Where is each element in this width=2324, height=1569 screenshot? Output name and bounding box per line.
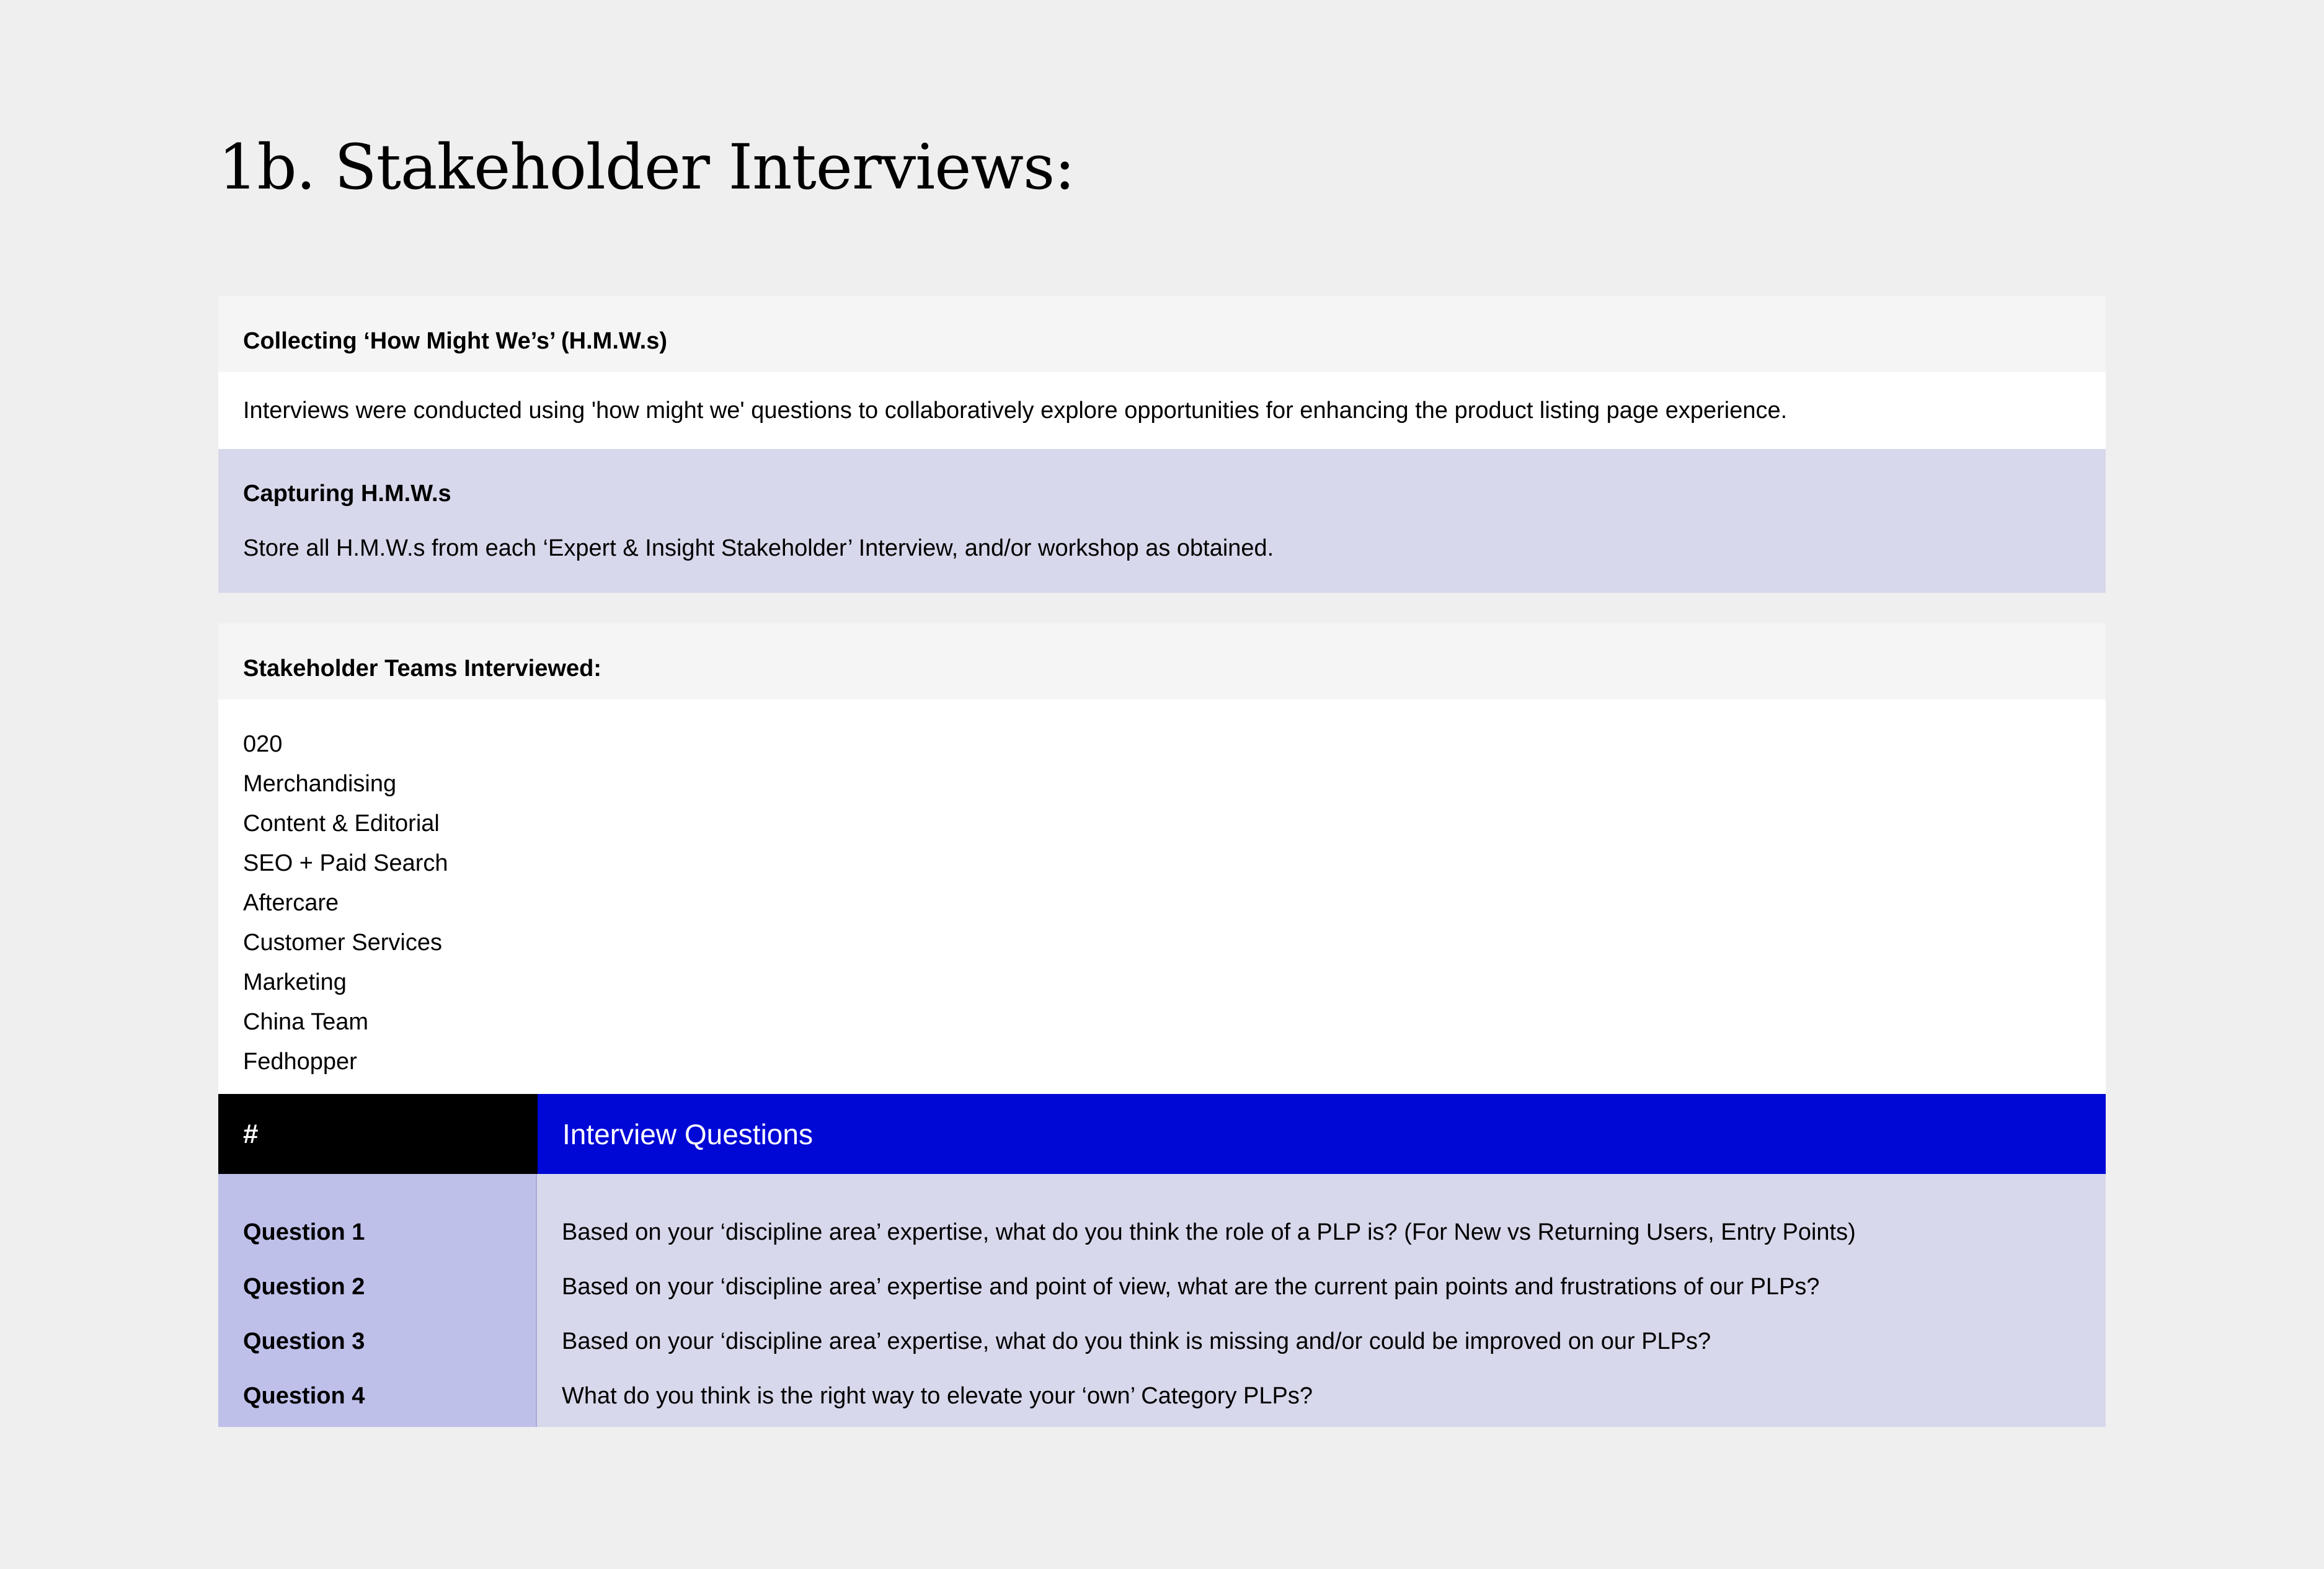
hmw-panel bbox=[218, 296, 2106, 593]
questions-table-body bbox=[218, 1174, 2106, 1427]
interview-questions-table bbox=[218, 1094, 2106, 1427]
team-item: SEO + Paid Search bbox=[243, 850, 448, 876]
team-item: 020 bbox=[243, 731, 283, 757]
question-text: Based on your ‘discipline area’ expertise, what do you think is missing and/or could be improved on our PLPs? bbox=[562, 1328, 1711, 1354]
questions-table-header bbox=[218, 1094, 2106, 1174]
question-labels-column bbox=[218, 1174, 537, 1427]
capturing-hmw-block bbox=[218, 449, 2106, 593]
capturing-hmw-text: Store all H.M.W.s from each ‘Expert & Insight Stakeholder’ Interview, and/or workshop as obtained. bbox=[243, 535, 1274, 561]
collecting-hmw-heading: Collecting ‘How Might We’s’ (H.M.W.s) bbox=[218, 296, 2106, 372]
question-text: Based on your ‘discipline area’ expertise and point of view, what are the current pain points and frustrations of our PLPs? bbox=[562, 1274, 1820, 1300]
question-text: What do you think is the right way to elevate your ‘own’ Category PLPs? bbox=[562, 1383, 1313, 1409]
question-label: Question 3 bbox=[243, 1328, 365, 1354]
question-label: Question 2 bbox=[243, 1274, 365, 1300]
team-item: Merchandising bbox=[243, 771, 397, 797]
team-item: Fedhopper bbox=[243, 1049, 357, 1075]
team-item: Aftercare bbox=[243, 890, 339, 916]
questions-title-column-header: Interview Questions bbox=[538, 1094, 2106, 1174]
question-texts-column bbox=[537, 1174, 2106, 1427]
questions-number-column-header: # bbox=[218, 1094, 538, 1174]
page-title: 1b. Stakeholder Interviews: bbox=[218, 131, 1075, 203]
team-item: Content & Editorial bbox=[243, 811, 440, 837]
stakeholder-teams-list bbox=[218, 700, 2106, 1096]
team-item: Marketing bbox=[243, 969, 347, 995]
question-label: Question 1 bbox=[243, 1219, 365, 1245]
collecting-hmw-text: Interviews were conducted using 'how might we' questions to collaboratively explore opportunities for enhancing the product listing page experience. bbox=[218, 372, 2106, 449]
team-item: Customer Services bbox=[243, 930, 442, 956]
question-label: Question 4 bbox=[243, 1383, 365, 1409]
stakeholder-teams-heading: Stakeholder Teams Interviewed: bbox=[218, 623, 2106, 700]
team-item: China Team bbox=[243, 1009, 369, 1035]
capturing-hmw-heading: Capturing H.M.W.s bbox=[243, 481, 451, 507]
question-text: Based on your ‘discipline area’ expertise, what do you think the role of a PLP is? (For New vs Returning Users, Entry Points) bbox=[562, 1219, 1856, 1245]
stakeholder-teams-panel bbox=[218, 623, 2106, 1096]
